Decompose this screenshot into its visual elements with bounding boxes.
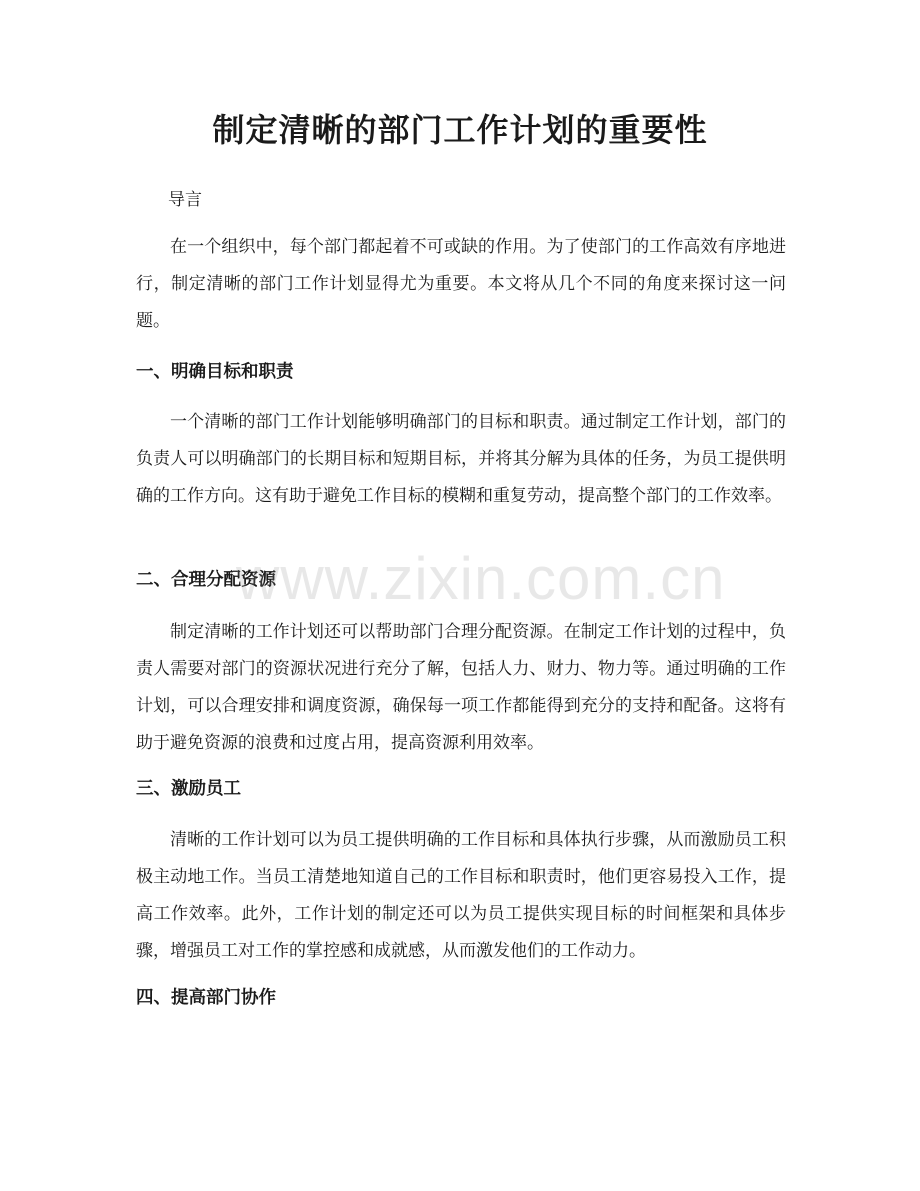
intro-label: 导言 xyxy=(168,190,202,210)
section-heading-1: 一、明确目标和职责 xyxy=(136,362,294,382)
section-heading-2: 二、合理分配资源 xyxy=(136,570,276,590)
section-paragraph-3: 清晰的工作计划可以为员工提供明确的工作目标和具体执行步骤，从而激励员工积极主动地工作。当员工清楚地知道自己的工作目标和职责时，他们更容易投入工作，提高工作效率。此外，工作计划的制定还可以为员工提供实现目标的时间框架和具体步骤，增强员工对工作的掌控感和成就感，从而激发他们的工作动力。 xyxy=(136,830,786,961)
section-paragraph-1: 一个清晰的部门工作计划能够明确部门的目标和职责。通过制定工作计划，部门的负责人可以明确部门的长期目标和短期目标，并将其分解为具体的任务，为员工提供明确的工作方向。这有助于避免工作目标的模糊和重复劳动，提高整个部门的工作效率。 xyxy=(136,412,786,506)
watermark: www.zixin.com.cn xyxy=(236,545,726,612)
section-heading-4: 四、提高部门协作 xyxy=(136,988,276,1008)
section-paragraph-2: 制定清晰的工作计划还可以帮助部门合理分配资源。在制定工作计划的过程中，负责人需要对部门的资源状况进行充分了解，包括人力、财力、物力等。通过明确的工作计划，可以合理安排和调度资源，确保每一项工作都能得到充分的支持和配备。这将有助于避免资源的浪费和过度占用，提高资源利用效率。 xyxy=(136,622,786,753)
document-title: 制定清晰的部门工作计划的重要性 xyxy=(212,111,708,149)
intro-paragraph: 在一个组织中，每个部门都起着不可或缺的作用。为了使部门的工作高效有序地进行，制定清晰的部门工作计划显得尤为重要。本文将从几个不同的角度来探讨这一问题。 xyxy=(136,237,786,331)
section-heading-3: 三、激励员工 xyxy=(136,779,241,799)
